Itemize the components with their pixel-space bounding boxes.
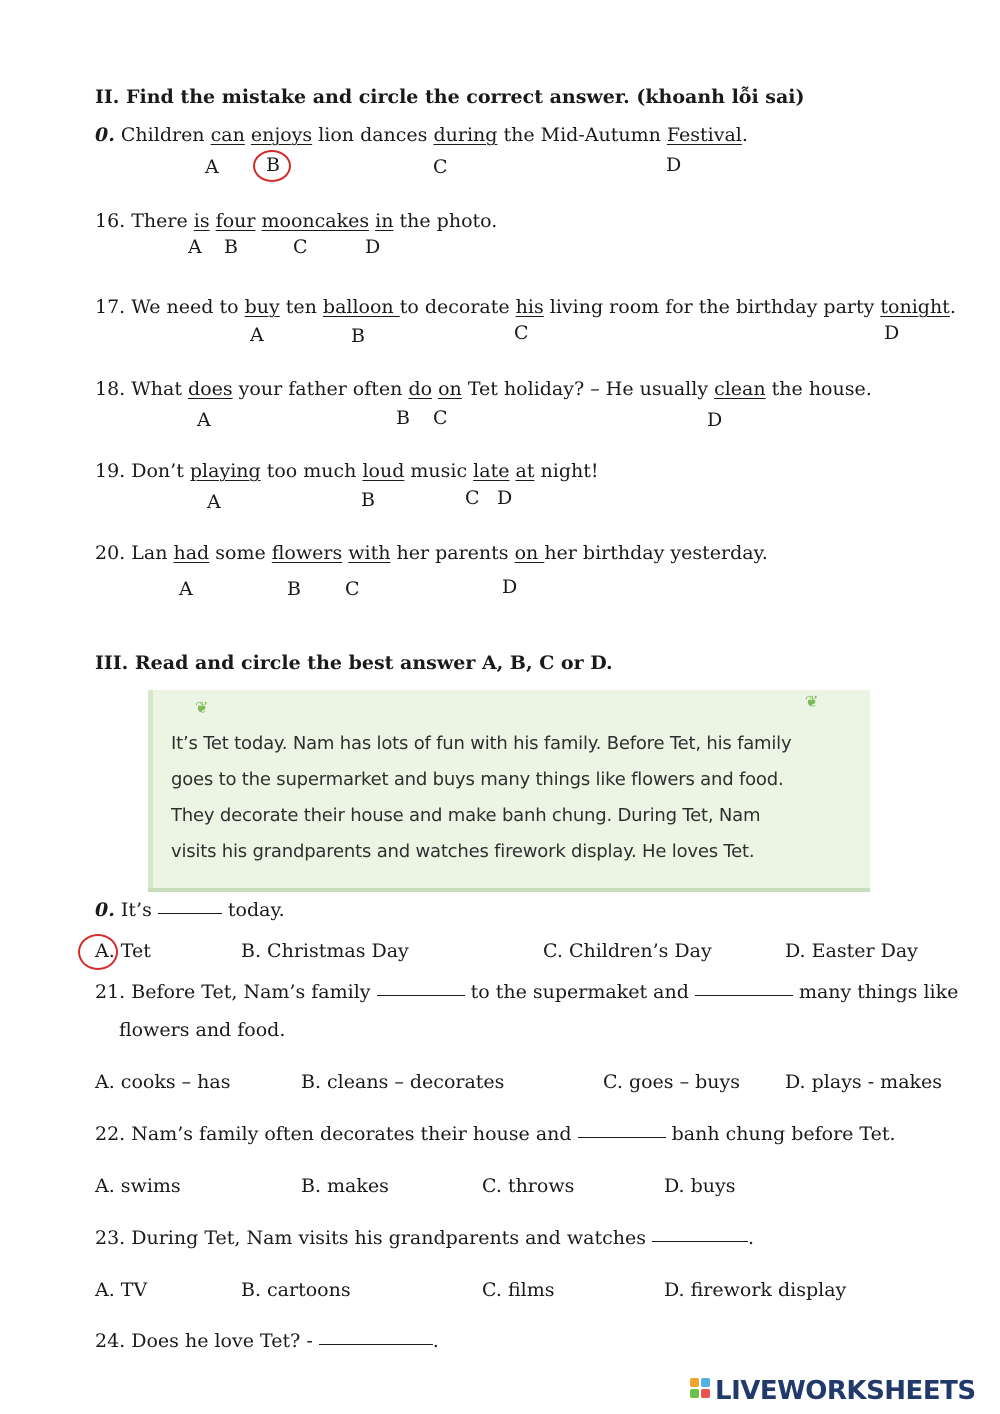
- option-c[interactable]: C. goes – buys: [603, 1071, 740, 1093]
- option-b[interactable]: B. Christmas Day: [241, 940, 409, 962]
- answer-circle: [253, 150, 291, 182]
- option-letter[interactable]: A: [179, 578, 193, 600]
- option-letter[interactable]: B: [266, 154, 280, 176]
- question-21-line2: flowers and food.: [119, 1019, 286, 1041]
- question-18: 18. What does your father often do on Tet holiday? – He usually clean the house.: [95, 378, 872, 400]
- option-letter[interactable]: C: [345, 578, 360, 600]
- answer-blank[interactable]: [695, 994, 793, 996]
- leaf-icon: ❦: [195, 698, 209, 717]
- option-letter[interactable]: B: [361, 489, 375, 511]
- option-d[interactable]: D. plays - makes: [785, 1071, 943, 1093]
- answer-blank[interactable]: [158, 912, 222, 914]
- option-b[interactable]: B. makes: [301, 1175, 389, 1197]
- option-letter[interactable]: B: [396, 407, 410, 429]
- passage-line: goes to the supermarket and buys many things like flowers and food.: [171, 769, 784, 790]
- option-letter[interactable]: A: [205, 156, 219, 178]
- option-d[interactable]: D. Easter Day: [785, 940, 918, 962]
- question-21: 21. Before Tet, Nam’s family to the supermaket and many things like: [95, 981, 959, 1003]
- option-c[interactable]: C. throws: [482, 1175, 575, 1197]
- question-19: 19. Don’t playing too much loud music late at night!: [95, 460, 599, 482]
- question-24: 24. Does he love Tet? - .: [95, 1330, 439, 1352]
- option-b[interactable]: B. cartoons: [241, 1279, 351, 1301]
- option-letter[interactable]: A: [197, 409, 211, 431]
- option-c[interactable]: C. films: [482, 1279, 555, 1301]
- option-letter[interactable]: D: [365, 236, 381, 258]
- question-20: 20. Lan had some flowers with her parents on her birthday yesterday.: [95, 542, 768, 564]
- answer-blank[interactable]: [377, 994, 465, 996]
- option-a[interactable]: A. Tet: [95, 940, 151, 962]
- question-16: 16. There is four mooncakes in the photo.: [95, 210, 498, 232]
- option-letter[interactable]: D: [884, 322, 900, 344]
- passage-line: visits his grandparents and watches firework display. He loves Tet.: [171, 841, 755, 862]
- answer-blank[interactable]: [319, 1343, 433, 1345]
- passage-line: It’s Tet today. Nam has lots of fun with his family. Before Tet, his family: [171, 733, 792, 754]
- option-letter[interactable]: A: [188, 236, 202, 258]
- option-letter[interactable]: D: [497, 487, 513, 509]
- option-d[interactable]: D. buys: [664, 1175, 736, 1197]
- example-question: 0. It’s today.: [95, 899, 285, 921]
- option-a[interactable]: A. swims: [95, 1175, 181, 1197]
- option-letter[interactable]: C: [433, 407, 448, 429]
- option-letter[interactable]: C: [293, 236, 308, 258]
- option-letter[interactable]: A: [207, 491, 221, 513]
- answer-blank[interactable]: [652, 1240, 748, 1242]
- passage-line: They decorate their house and make banh chung. During Tet, Nam: [171, 805, 761, 826]
- option-d[interactable]: D. firework display: [664, 1279, 847, 1301]
- question-22: 22. Nam’s family often decorates their house and banh chung before Tet.: [95, 1123, 896, 1145]
- section2-title: II. Find the mistake and circle the correct answer. (khoanh lỗi sai): [95, 86, 805, 108]
- option-letter[interactable]: C: [514, 322, 529, 344]
- brand-text: LIVEWORKSHEETS: [715, 1376, 976, 1406]
- option-letter[interactable]: C: [465, 487, 480, 509]
- question-23: 23. During Tet, Nam visits his grandparents and watches .: [95, 1227, 755, 1249]
- example-sentence: 0. Children can enjoys lion dances during the Mid-Autumn Festival.: [95, 124, 748, 146]
- liveworksheets-logo: [690, 1376, 990, 1406]
- question-17: 17. We need to buy ten balloon to decorate his living room for the birthday party tonight.: [95, 296, 956, 318]
- option-letter[interactable]: A: [250, 324, 264, 346]
- option-b[interactable]: B. cleans – decorates: [301, 1071, 505, 1093]
- option-letter[interactable]: B: [287, 578, 301, 600]
- option-a[interactable]: A. cooks – has: [95, 1071, 231, 1093]
- answer-blank[interactable]: [578, 1136, 666, 1138]
- option-letter[interactable]: D: [707, 409, 723, 431]
- option-c[interactable]: C. Children’s Day: [543, 940, 712, 962]
- option-letter[interactable]: D: [666, 154, 682, 176]
- option-a[interactable]: A. TV: [95, 1279, 148, 1301]
- option-letter[interactable]: C: [433, 156, 448, 178]
- answer-circle: [78, 934, 118, 970]
- leaf-icon: ❦: [805, 692, 819, 711]
- section3-title: III. Read and circle the best answer A, B, C or D.: [95, 652, 613, 674]
- reading-passage: [148, 690, 870, 888]
- option-letter[interactable]: D: [502, 576, 518, 598]
- logo-blocks-icon: [690, 1378, 712, 1402]
- option-letter[interactable]: B: [351, 325, 365, 347]
- option-letter[interactable]: B: [224, 236, 238, 258]
